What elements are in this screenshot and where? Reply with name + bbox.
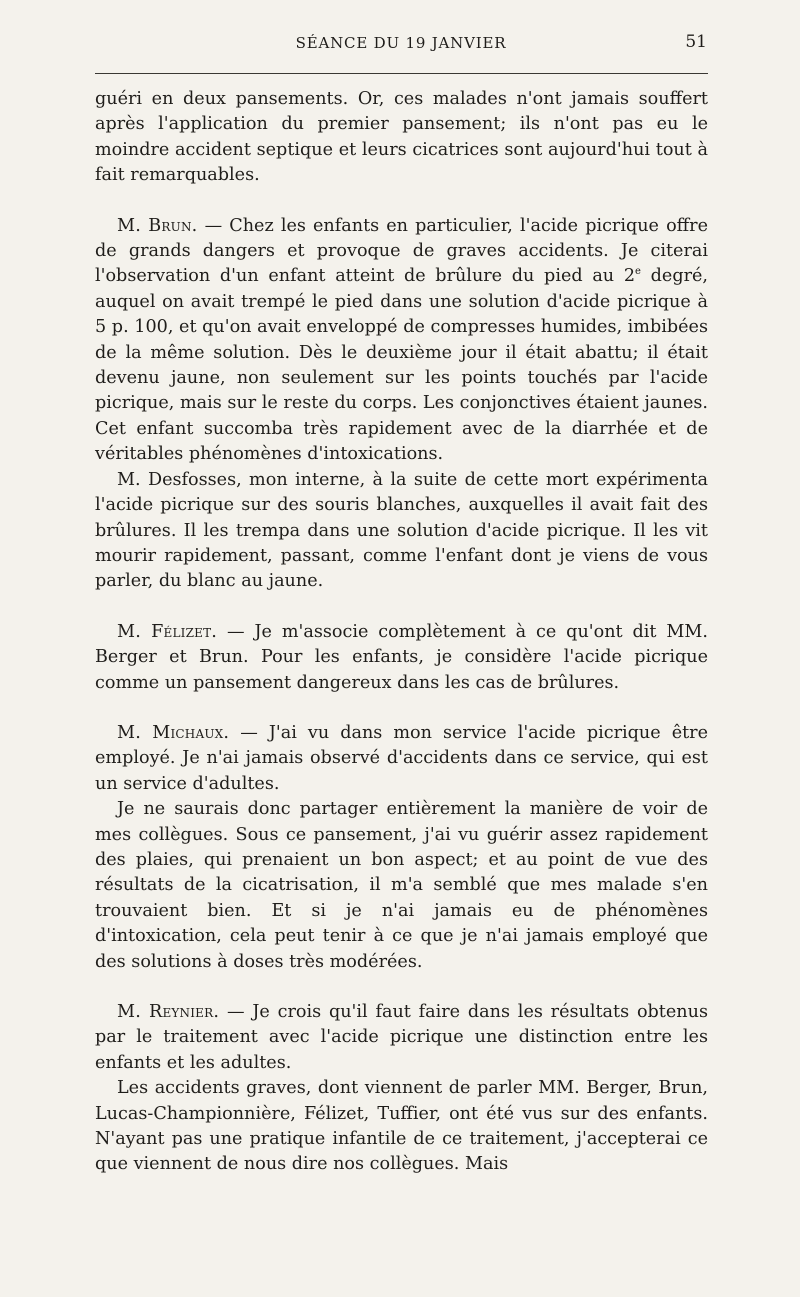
page-header xyxy=(95,34,707,60)
ordinal-superscript: e xyxy=(635,266,641,278)
paragraph-text: Je ne saurais donc partager entièrement la manière de voir de mes collègues. Sous ce pansement, j'ai vu guérir assez rapidement des plaies, qui prenaient un bon aspect; et au point de vue des résultats de la cicatrisation, il m'a semblé que mes malade s'en trouvaient bien. Et si je n'ai jamais eu de phénomènes d'intoxication, cela peut tenir à ce que je n'ai jamais employé que des solutions à doses très modérées. xyxy=(95,799,708,972)
header-rule xyxy=(95,73,708,74)
speaker-name: M. Reynier. xyxy=(117,1002,220,1022)
speaker-name: M. Michaux. xyxy=(117,722,230,743)
paragraph-text: Les accidents graves, dont viennent de parler MM. Berger, Brun, Lucas-Championnière, Félizet, Tuffier, ont été vus sur des enfants. N'ayant pas une pratique infantile de ce traitement, j'accepterai ce que viennent de nous dire nos collègues. Mais xyxy=(95,1078,708,1175)
paragraph-text: M. Desfosses, mon interne, à la suite de cette mort expérimenta l'acide picrique sur des souris blanches, auxquelles il avait fait des brûlures. Il les trempa dans une solution d'acide picrique. Il les vit mourir rapidement, passant, comme l'enfant dont je viens de vous parler, du blanc au jaune. xyxy=(95,469,708,592)
paragraph-continuation xyxy=(95,87,708,189)
paragraph-michaux xyxy=(95,721,708,797)
paragraph-reynier-continued xyxy=(95,1076,708,1178)
running-title: SÉANCE DU 19 JANVIER xyxy=(295,34,507,52)
paragraph-felizet xyxy=(95,620,708,696)
paragraph-text: — Chez les enfants en particulier, l'acide picrique offre de grands dangers et provoque de graves accidents. Je citerai l'observation d'un enfant atteint de brûlure du pied au xyxy=(95,215,708,287)
page-number: 51 xyxy=(685,32,707,52)
body-text xyxy=(95,87,708,1178)
paragraph-michaux-continued xyxy=(95,797,708,975)
paragraph-desfosses xyxy=(95,468,708,595)
paragraph-brun xyxy=(95,214,708,468)
paragraph-text: — Je m'associe complètement à ce qu'ont dit MM. Berger et Brun. Pour les enfants, je considère l'acide picrique comme un pansement dangereux dans les cas de brûlures. xyxy=(95,621,708,693)
paragraph-text: degré, auquel on avait trempé le pied dans une solution d'acide picrique à 5 p. 100, et qu'on avait enveloppé de compresses humides, imbibées de la même solution. Dès le deuxième jour il était abattu; il était devenu jaune, non seulement sur les points touchés par l'acide picrique, mais sur le reste du corps. Les conjonctives étaient jaunes. Cet enfant succomba très rapidement avec de la diarrhée et de véritables phénomènes d'intoxications. xyxy=(95,266,708,465)
ordinal-number: 2 xyxy=(623,266,636,287)
speaker-name: M. Brun. xyxy=(117,215,198,236)
paragraph-reynier xyxy=(95,1000,708,1076)
paragraph-text: guéri en deux pansements. Or, ces malades n'ont jamais souffert après l'application du premier pansement; ils n'ont pas eu le moindre accident septique et leurs cicatrices sont aujourd'hui tout à fait remarquables. xyxy=(95,89,708,186)
paragraph-text: — J'ai vu dans mon service l'acide picrique être employé. Je n'ai jamais observé d'accidents dans ce service, qui est un service d'adultes. xyxy=(95,722,708,794)
paragraph-text: — Je crois qu'il faut faire dans les résultats obtenus par le traitement avec l'acide picrique une distinction entre les enfants et les adultes. xyxy=(95,1002,708,1073)
speaker-name: M. Félizet. xyxy=(117,621,218,642)
